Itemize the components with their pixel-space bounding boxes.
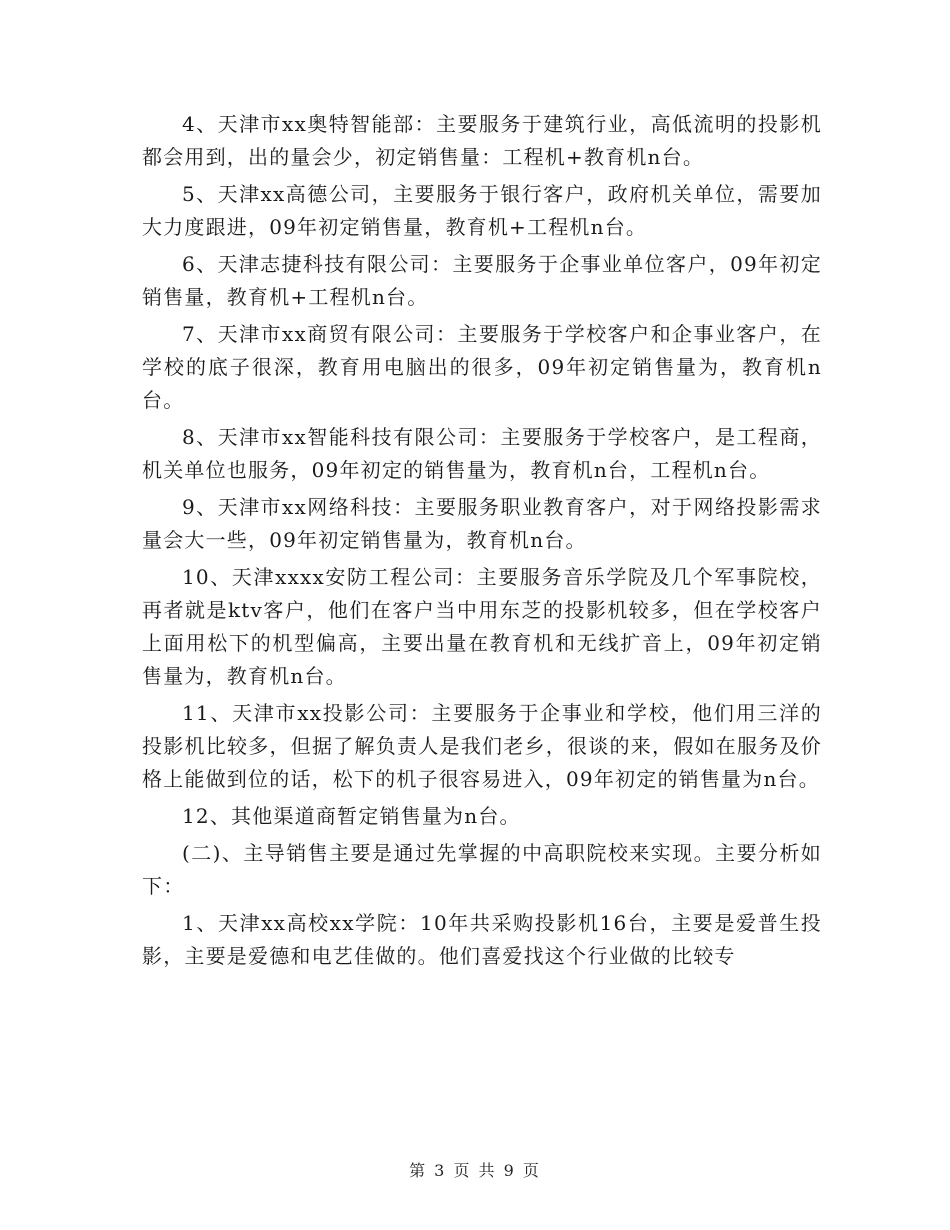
paragraph-section2-1: 1、天津xx高校xx学院：10年共采购投影机16台，主要是爱普生投影，主要是爱德和电艺佳做的。他们喜爱找这个行业做的比较专 [142,911,822,968]
paragraph-4: 4、天津市xx奥特智能部：主要服务于建筑行业，高低流明的投影机都会用到，出的量会少，初定销售量：工程机+教育机n台。 [142,112,822,169]
page-footer: 第 3 页 共 9 页 [409,1161,541,1180]
paragraph-5: 5、天津xx高德公司，主要服务于银行客户，政府机关单位，需要加大力度跟进，09年初定销售量，教育机+工程机n台。 [142,182,822,239]
section-heading-2: (二)、主导销售主要是通过先掌握的中高职院校来实现。主要分析如下： [142,841,822,898]
paragraph-6: 6、天津志捷科技有限公司：主要服务于企事业单位客户，09年初定销售量，教育机+工程机n台。 [142,252,822,309]
paragraph-12: 12、其他渠道商暂定销售量为n台。 [182,804,521,828]
paragraph-8: 8、天津市xx智能科技有限公司：主要服务于学校客户，是工程商，机关单位也服务，09年初定的销售量为，教育机n台，工程机n台。 [142,425,822,482]
document-body [142,108,822,977]
paragraph-7: 7、天津市xx商贸有限公司：主要服务于学校客户和企事业客户，在学校的底子很深，教育用电脑出的很多，09年初定销售量为，教育机n台。 [142,322,822,412]
paragraph-11: 11、天津市xx投影公司：主要服务于企事业和学校，他们用三洋的投影机比较多，但据了解负责人是我们老乡，很谈的来，假如在服务及价格上能做到位的话，松下的机子很容易进入，09年初定的销售量为n台。 [142,701,822,791]
paragraph-9: 9、天津市xx网络科技：主要服务职业教育客户，对于网络投影需求量会大一些，09年初定销售量为，教育机n台。 [142,495,822,552]
paragraph-10: 10、天津xxxx安防工程公司：主要服务音乐学院及几个军事院校，再者就是ktv客户，他们在客户当中用东芝的投影机较多，但在学校客户上面用松下的机型偏高，主要出量在教育机和无线扩音上，09年初定销售量为，教育机n台。 [142,565,822,688]
